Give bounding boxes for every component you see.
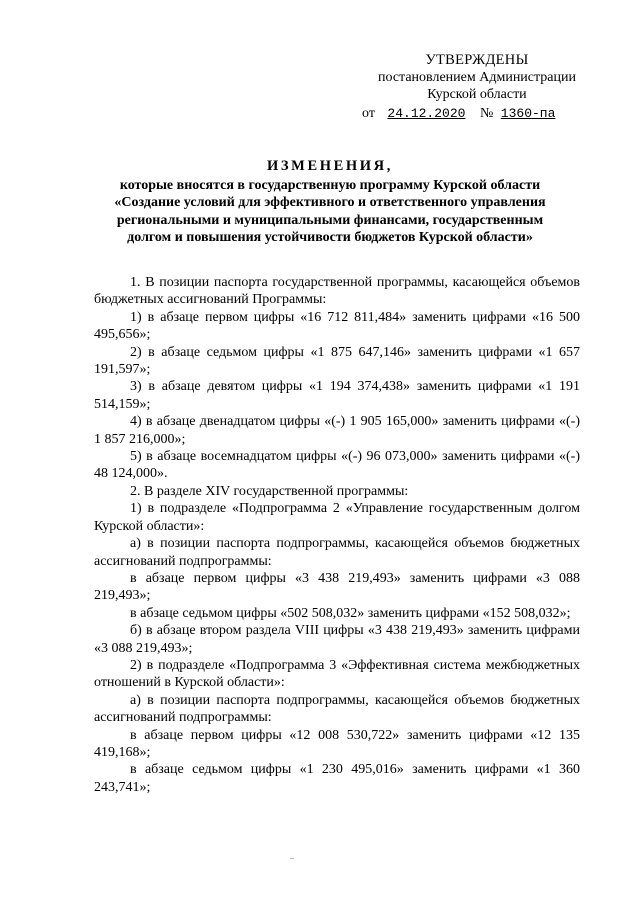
- heading-line-1: которые вносятся в государственную программу Курской области: [119, 177, 541, 193]
- date-prefix: от: [362, 106, 375, 121]
- page-speck: [290, 858, 294, 859]
- paragraph: в абзаце седьмом цифры «1 230 495,016» заменить цифрами «1 360 243,741»;: [94, 762, 580, 795]
- paragraph: в абзаце первом цифры «12 008 530,722» заменить цифрами «12 135 419,168»;: [94, 727, 580, 760]
- paragraph: 2. В разделе XIV государственной программы:: [130, 483, 409, 499]
- document-body: [94, 274, 580, 796]
- paragraph: 4) в абзаце двенадцатом цифры «(-) 1 905 165,000» заменить цифрами «(-) 1 857 216,000»;: [94, 414, 580, 447]
- paragraph: в абзаце первом цифры «3 438 219,493» заменить цифрами «3 088 219,493»;: [94, 570, 580, 604]
- approval-line-2: Курской области: [427, 87, 527, 102]
- heading-line-2: «Создание условий для эффективного и ответственного управления: [114, 195, 546, 210]
- paragraph: 1. В позиции паспорта государственной программы, касающейся объемов бюджетных ассигнований Программы:: [94, 275, 580, 308]
- paragraph: в абзаце седьмом цифры «502 508,032» заменить цифрами «152 508,032»;: [130, 605, 571, 621]
- number-prefix: №: [479, 106, 494, 121]
- paragraph: 5) в абзаце восемнадцатом цифры «(-) 96 073,000» заменить цифрами «(-) 48 124,000».: [94, 449, 580, 482]
- paragraph: 2) в подразделе «Подпрограмма 3 «Эффективная система межбюджетных отношений в Курской области»:: [94, 657, 580, 691]
- document-title: ИЗМЕНЕНИЯ,: [267, 158, 393, 174]
- document-heading: [60, 158, 600, 247]
- heading-line-3: региональными и муниципальными финансами, государственным: [116, 212, 544, 228]
- approval-date: 24.12.2020: [387, 106, 466, 121]
- paragraph: 3) в абзаце девятом цифры «1 194 374,438» заменить цифрами «1 191 514,159»;: [94, 379, 580, 412]
- approval-title: УТВЕРЖДЕНЫ: [425, 52, 529, 68]
- approval-date-line: [362, 105, 592, 122]
- paragraph: б) в абзаце втором раздела VIII цифры «3 438 219,493» заменить цифрами «3 088 219,493»;: [94, 623, 580, 656]
- paragraph: 2) в абзаце седьмом цифры «1 875 647,146» заменить цифрами «1 657 191,597»;: [94, 344, 580, 378]
- approval-block: [362, 52, 592, 122]
- approval-number: 1360-па: [500, 106, 556, 121]
- paragraph: 1) в абзаце первом цифры «16 712 811,484» заменить цифрами «16 500 495,656»;: [94, 309, 580, 343]
- approval-line-1: постановлением Администрации: [378, 70, 576, 85]
- paragraph: а) в позиции паспорта подпрограммы, касающейся объемов бюджетных ассигнований подпрограммы:: [94, 536, 580, 569]
- heading-line-4: долгом и повышения устойчивости бюджетов Курской области»: [127, 230, 533, 245]
- paragraph: 1) в подразделе «Подпрограмма 2 «Управление государственным долгом Курской области»:: [94, 501, 580, 534]
- paragraph: а) в позиции паспорта подпрограммы, касающейся объемов бюджетных ассигнований подпрограммы:: [94, 692, 580, 726]
